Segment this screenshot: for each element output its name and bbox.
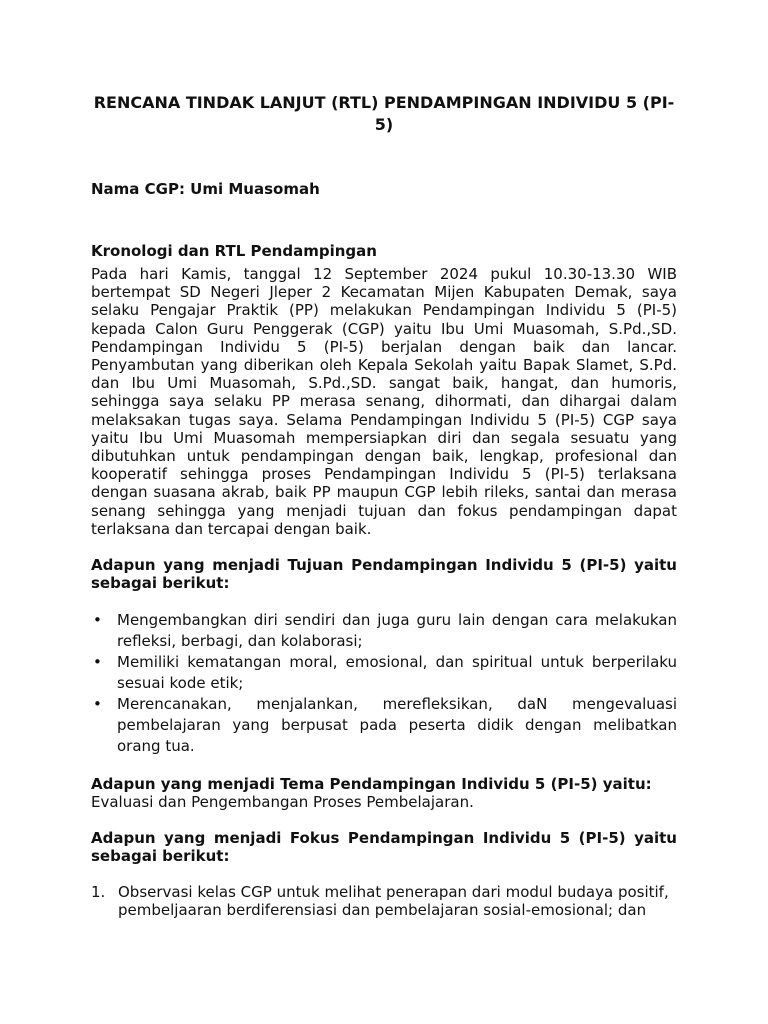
list-item: [91, 652, 677, 694]
list-item: [91, 883, 677, 919]
fokus-heading: Adapun yang menjadi Fokus Pendampingan Individu 5 (PI-5) yaitu sebagai berikut:: [91, 829, 677, 866]
bullet-icon: •: [93, 695, 102, 714]
document-page: [91, 92, 677, 919]
cgp-name: Nama CGP: Umi Muasomah: [91, 180, 320, 198]
bullet-icon: •: [93, 611, 102, 630]
list-item-text: Observasi kelas CGP untuk melihat penerapan dari modul budaya positif, pembeljaaran berdiferensiasi dan pembelajaran sosial-emosional; dan: [118, 883, 669, 920]
kronologi-paragraph: Pada hari Kamis, tanggal 12 September 2024 pukul 10.30-13.30 WIB bertempat SD Negeri Jleper 2 Kecamatan Mijen Kabupaten Demak, saya selaku Pengajar Praktik (PP) melakukan Pendampingan Individu 5 (PI-5) kepada Calon Guru Penggerak (CGP) yaitu Ibu Umi Muasomah, S.Pd.,SD. Pendampingan Individu 5 (PI-5) berjalan dengan baik dan lancar. Penyambutan yang diberikan oleh Kepala Sekolah yaitu Bapak Slamet, S.Pd. dan Ibu Umi Muasomah, S.Pd.,SD. sangat baik, hangat, dan humoris, sehingga saya selaku PP merasa senang, dihormati, dan dihargai dalam melaksakan tugas saya. Selama Pendampingan Individu 5 (PI-5) CGP saya yaitu Ibu Umi Muasomah mempersiapkan diri dan segala sesuatu yang dibutuhkan untuk pendampingan dengan baik, lengkap, profesional dan kooperatif sehingga proses Pendampingan Individu 5 (PI-5) terlaksana dengan suasana akrab, baik PP maupun CGP lebih rileks, santai dan merasa senang sehingga yang menjadi tujuan dan fokus pendampingan dapat terlaksana dan tercapai dengan baik.: [91, 265, 677, 538]
list-item: [91, 694, 677, 757]
list-item: [91, 610, 677, 652]
tema-heading: Adapun yang menjadi Tema Pendampingan Individu 5 (PI-5) yaitu:: [91, 775, 652, 794]
fokus-list: [91, 883, 677, 919]
bullet-icon: •: [93, 653, 102, 672]
list-item-number: 1.: [91, 883, 106, 902]
kronologi-heading: Kronologi dan RTL Pendampingan: [91, 242, 377, 260]
list-item-text: Merencanakan, menjalankan, merefleksikan, daN mengevaluasi pembelajaran yang berpusat pada peserta didik dengan melibatkan orang tua.: [117, 695, 677, 756]
list-item-text: Memiliki kematangan moral, emosional, dan spiritual untuk berperilaku sesuai kode etik;: [117, 653, 677, 693]
document-title: RENCANA TINDAK LANJUT (RTL) PENDAMPINGAN INDIVIDU 5 (PI-5): [93, 93, 675, 134]
tema-value: Evaluasi dan Pengembangan Proses Pembelajaran.: [91, 793, 474, 812]
tujuan-list: [91, 610, 677, 757]
list-item-text: Mengembangkan diri sendiri dan juga guru lain dengan cara melakukan refleksi, berbagi, dan kolaborasi;: [117, 611, 677, 651]
tujuan-heading: Adapun yang menjadi Tujuan Pendampingan Individu 5 (PI-5) yaitu sebagai berikut:: [91, 556, 677, 593]
